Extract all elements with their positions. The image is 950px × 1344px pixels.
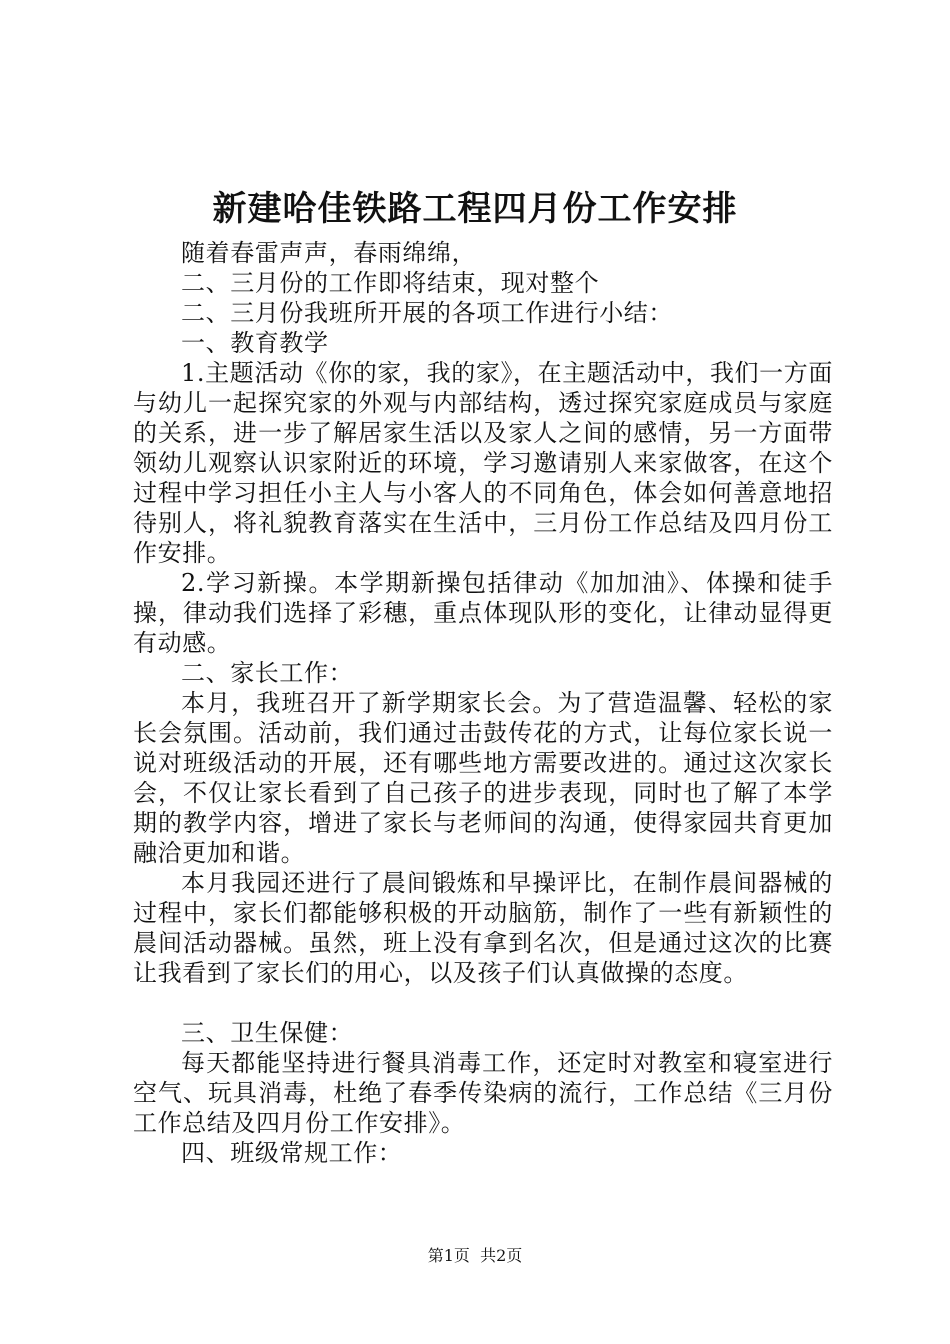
paragraph-new-exercise: 2.学习新操。本学期新操包括律动《加加油》、体操和徒手操，律动我们选择了彩穗，重点体现队形的变化，让律动显得更有动感。 bbox=[133, 569, 833, 657]
paragraph-disinfection: 每天都能坚持进行餐具消毒工作，还定时对教室和寝室进行空气、玩具消毒，杜绝了春季传染病的流行，工作总结《三月份工作总结及四月份工作安排》。 bbox=[133, 1049, 833, 1137]
paragraph-morning-exercise: 本月我园还进行了晨间锻炼和早操评比，在制作晨间器械的过程中，家长们都能够积极的开动脑筋，制作了一些有新颖性的晨间活动器械。虽然，班上没有拿到名次，但是通过这次的比赛让我看到了家长们的用心，以及孩子们认真做操的态度。 bbox=[133, 869, 833, 987]
paragraph-intro-2: 二、三月份的工作即将结束，现对整个 bbox=[181, 269, 600, 297]
page-footer: 第1页 共2页 bbox=[427, 1246, 523, 1265]
paragraph-theme-activity: 1.主题活动《你的家，我的家》，在主题活动中，我们一方面与幼儿一起探究家的外观与内部结构，透过探究家庭成员与家庭的关系，进一步了解居家生活以及家人之间的感情，另一方面带领幼儿观察认识家附近的环境，学习邀请别人来家做客，在这个过程中学习担任小主人与小客人的不同角色，体会如何善意地招待别人，将礼貌教育落实在生活中，三月份工作总结及四月份工作安排。 bbox=[133, 359, 833, 567]
section-heading-parent-work: 二、家长工作： bbox=[181, 659, 354, 687]
paragraph-parent-meeting: 本月，我班召开了新学期家长会。为了营造温馨、轻松的家长会氛围。活动前，我们通过击鼓传花的方式，让每位家长说一说对班级活动的开展，还有哪些地方需要改进的。通过这次家长会，不仅让家长看到了自己孩子的进步表现，同时也了解了本学期的教学内容，增进了家长与老师间的沟通，使得家园共育更加融洽更加和谐。 bbox=[133, 689, 833, 867]
section-heading-health-care: 三、卫生保健： bbox=[181, 1019, 354, 1047]
section-heading-education: 一、教育教学 bbox=[181, 329, 329, 357]
document-title: 新建哈佳铁路工程四月份工作安排 bbox=[212, 189, 738, 229]
paragraph-intro-3: 二、三月份我班所开展的各项工作进行小结： bbox=[181, 299, 673, 327]
paragraph-intro-1: 随着春雷声声，春雨绵绵， bbox=[181, 239, 477, 267]
section-heading-class-routine: 四、班级常规工作： bbox=[181, 1139, 403, 1167]
document-body bbox=[133, 238, 833, 1168]
